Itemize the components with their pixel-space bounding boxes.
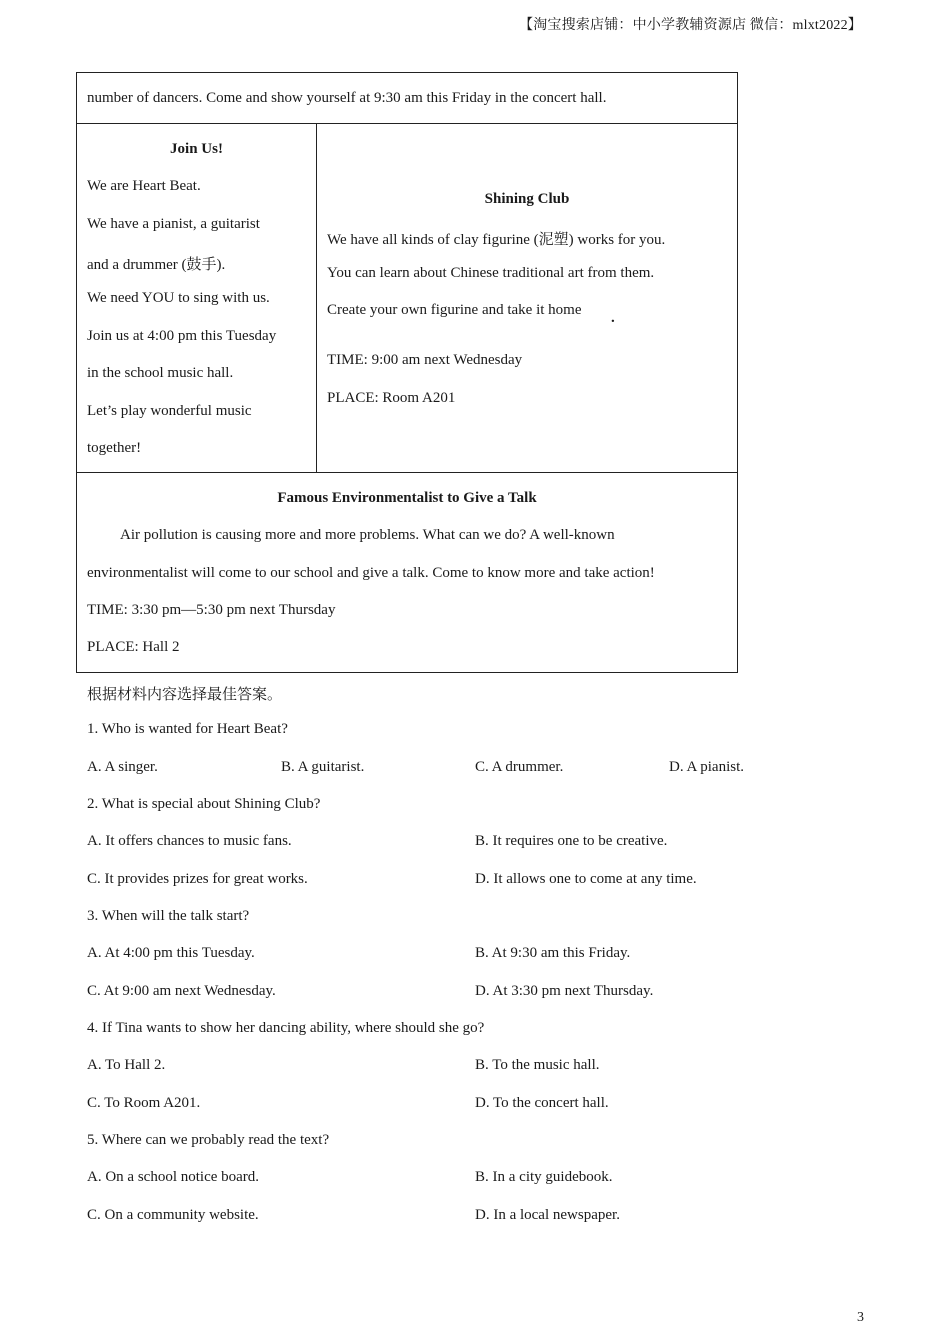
option: C. At 9:00 am next Wednesday. — [87, 983, 276, 999]
option: B. At 9:30 am this Friday. — [475, 945, 631, 961]
option: D. To the concert hall. — [475, 1095, 609, 1111]
option: D. It allows one to come at any time. — [475, 871, 697, 887]
join-us-line: and a drummer (鼓手). — [87, 257, 226, 273]
option: A. A singer. — [87, 759, 158, 775]
shining-club-time: TIME: 9:00 am next Wednesday — [327, 352, 523, 368]
question-stem: 3. When will the talk start? — [87, 908, 250, 924]
trailing-mark: . — [611, 310, 615, 326]
option: D. A pianist. — [669, 759, 745, 775]
talk-time: TIME: 3:30 pm—5:30 pm next Thursday — [87, 602, 336, 618]
question-stem: 5. Where can we probably read the text? — [87, 1132, 330, 1148]
question-stem: 4. If Tina wants to show her dancing ability, where should she go? — [87, 1020, 485, 1036]
join-us-line: Join us at 4:00 pm this Tuesday — [87, 328, 277, 344]
shining-club-line: You can learn about Chinese traditional art from them. — [327, 265, 655, 281]
shining-club-ad — [317, 124, 737, 472]
join-us-line: We are Heart Beat. — [87, 178, 201, 194]
join-us-line: We need YOU to sing with us. — [87, 290, 270, 306]
option: C. It provides prizes for great works. — [87, 871, 308, 887]
option: B. It requires one to be creative. — [475, 833, 668, 849]
shining-club-title: Shining Club — [484, 191, 570, 207]
option: B. To the music hall. — [475, 1057, 600, 1073]
page-number: 3 — [857, 1310, 864, 1325]
passage-top-box — [76, 72, 738, 124]
talk-title: Famous Environmentalist to Give a Talk — [277, 490, 537, 506]
talk-body-line: environmentalist will come to our school and give a talk. Come to know more and take action! — [87, 565, 655, 581]
option: A. At 4:00 pm this Tuesday. — [87, 945, 255, 961]
join-us-title: Join Us! — [170, 141, 223, 157]
option: C. To Room A201. — [87, 1095, 201, 1111]
shining-club-place: PLACE: Room A201 — [327, 390, 456, 406]
option: C. On a community website. — [87, 1207, 259, 1223]
join-us-line: together! — [87, 440, 142, 456]
question-stem: 2. What is special about Shining Club? — [87, 796, 321, 812]
talk-ad — [76, 472, 738, 673]
option: D. At 3:30 pm next Thursday. — [475, 983, 654, 999]
option: B. A guitarist. — [281, 759, 365, 775]
option: D. In a local newspaper. — [475, 1207, 620, 1223]
talk-body-line: Air pollution is causing more and more problems. What can we do? A well-known — [120, 527, 615, 543]
join-us-ad — [77, 124, 317, 472]
passage-ads-box — [76, 123, 738, 473]
header-note: 【淘宝搜索店铺：中小学教辅资源店 微信：mlxt2022】 — [519, 18, 862, 33]
option: A. On a school notice board. — [87, 1169, 260, 1185]
option: C. A drummer. — [475, 759, 564, 775]
join-us-line: Let’s play wonderful music — [87, 403, 252, 419]
option: A. To Hall 2. — [87, 1057, 166, 1073]
option: A. It offers chances to music fans. — [87, 833, 292, 849]
passage-top-line: number of dancers. Come and show yourself at 9:30 am this Friday in the concert hall. — [87, 90, 607, 106]
option: B. In a city guidebook. — [475, 1169, 613, 1185]
shining-club-line: We have all kinds of clay figurine (泥塑) works for you. — [327, 232, 666, 248]
join-us-line: in the school music hall. — [87, 365, 234, 381]
talk-place: PLACE: Hall 2 — [87, 639, 180, 655]
question-stem: 1. Who is wanted for Heart Beat? — [87, 721, 288, 737]
shining-club-line: Create your own figurine and take it home — [327, 302, 582, 318]
instruction: 根据材料内容选择最佳答案。 — [87, 687, 283, 703]
join-us-line: We have a pianist, a guitarist — [87, 216, 260, 232]
